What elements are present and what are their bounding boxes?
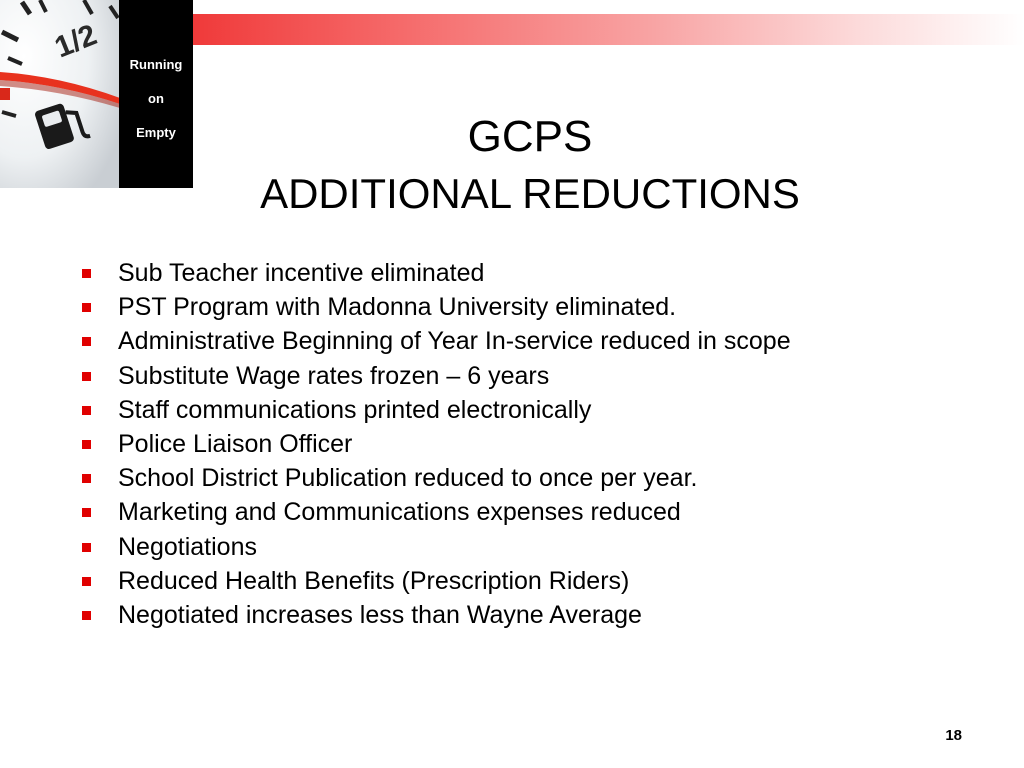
square-bullet-icon <box>82 474 91 483</box>
list-item <box>80 290 980 324</box>
list-item-text: Police Liaison Officer <box>118 429 353 458</box>
fuel-gauge-image <box>0 0 120 188</box>
list-item <box>80 427 980 461</box>
tagline-word-running: Running <box>129 57 183 72</box>
square-bullet-icon <box>82 337 91 346</box>
list-item <box>80 393 980 427</box>
list-item <box>80 495 980 529</box>
gauge-half-label: 1/2 <box>50 18 102 65</box>
square-bullet-icon <box>82 372 91 381</box>
list-item <box>80 530 980 564</box>
square-bullet-icon <box>82 406 91 415</box>
bullet-list <box>80 256 980 632</box>
list-item-text: PST Program with Madonna University eliminated. <box>118 293 677 322</box>
list-item <box>80 324 980 358</box>
square-bullet-icon <box>82 440 91 449</box>
list-item-text: Sub Teacher incentive eliminated <box>118 259 485 287</box>
header-accent-bar <box>193 14 1024 45</box>
list-item <box>80 598 980 632</box>
slide-title: GCPS <box>467 112 593 161</box>
fuel-gauge-icon <box>0 0 120 188</box>
page-number: 18 <box>945 727 962 744</box>
tagline-word-empty: Empty <box>136 125 176 140</box>
list-item-text: School District Publication reduced to once per year. <box>118 464 698 493</box>
list-item-text: Negotiations <box>118 532 257 561</box>
tagline-word-on: on <box>148 91 164 106</box>
list-item-text: Reduced Health Benefits (Prescription Riders) <box>118 566 630 595</box>
square-bullet-icon <box>82 269 91 278</box>
tagline-tab <box>119 0 193 188</box>
list-item <box>80 564 980 598</box>
square-bullet-icon <box>82 577 91 586</box>
list-item <box>80 256 980 290</box>
list-item-text: Negotiated increases less than Wayne Average <box>118 600 642 629</box>
list-item-text: Marketing and Communications expenses reduced <box>118 498 681 527</box>
square-bullet-icon <box>82 303 91 312</box>
square-bullet-icon <box>82 611 91 620</box>
list-item-text: Administrative Beginning of Year In-service reduced in scope <box>118 327 791 356</box>
square-bullet-icon <box>82 543 91 552</box>
list-item <box>80 359 980 393</box>
list-item-text: Staff communications printed electronically <box>118 395 592 424</box>
square-bullet-icon <box>82 508 91 517</box>
list-item-text: Substitute Wage rates frozen – 6 years <box>118 361 550 390</box>
slide-subtitle: ADDITIONAL REDUCTIONS <box>260 170 800 217</box>
list-item <box>80 461 980 495</box>
